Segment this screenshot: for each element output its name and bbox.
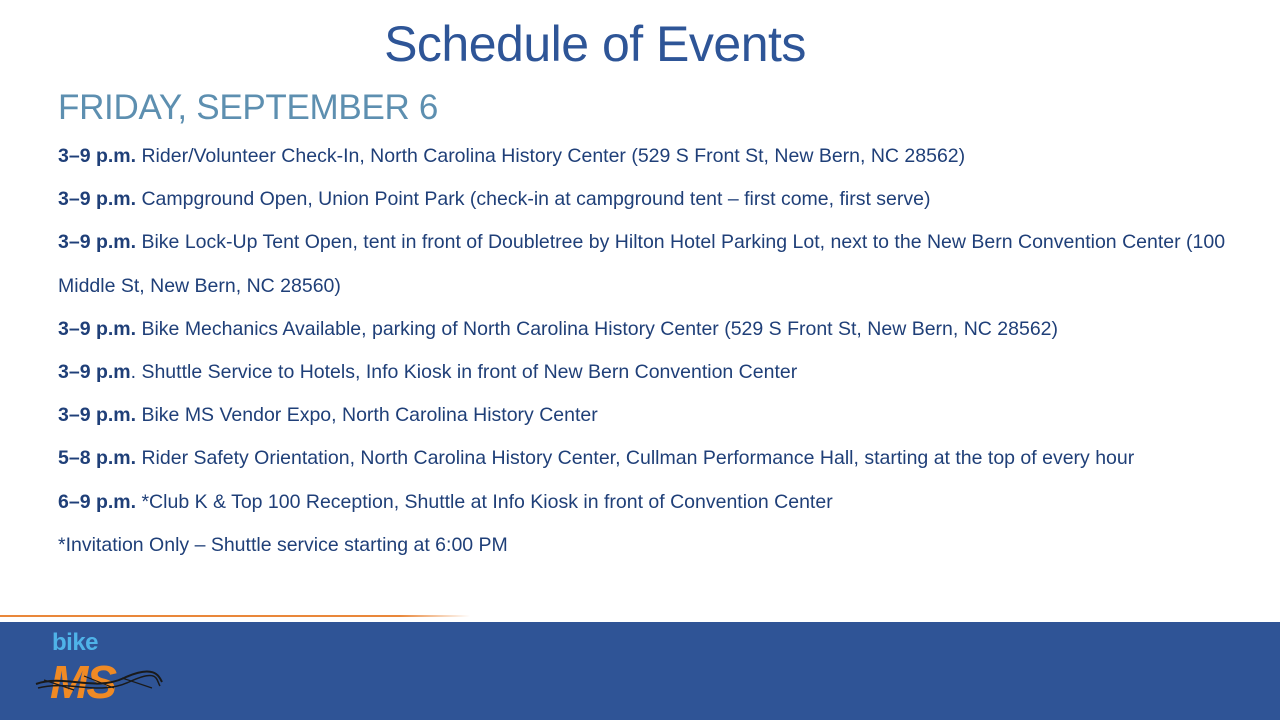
event-item <box>58 394 1238 437</box>
event-time: 3–9 p.m. <box>58 231 137 254</box>
event-item <box>58 178 1238 221</box>
slide-title: Schedule of Events <box>384 16 806 72</box>
logo-ms-text: MS <box>50 656 115 708</box>
event-description: Campground Open, Union Point Park (check-in at campground tent – first come, first serve) <box>136 188 931 211</box>
day-heading: FRIDAY, SEPTEMBER 6 <box>58 88 439 127</box>
event-item <box>58 351 1238 394</box>
event-item <box>58 308 1238 351</box>
footer-bar <box>0 622 1280 720</box>
event-description: Rider Safety Orientation, North Carolina History Center, Cullman Performance Hall, starting at the top of every hour <box>136 447 1135 470</box>
event-time: 5–8 p.m. <box>58 447 137 470</box>
accent-divider <box>0 615 470 617</box>
event-description: Bike MS Vendor Expo, North Carolina History Center <box>136 404 598 427</box>
event-description: *Club K & Top 100 Reception, Shuttle at Info Kiosk in front of Convention Center <box>136 490 833 513</box>
event-time: 3–9 p.m. <box>58 404 137 427</box>
event-description: . Shuttle Service to Hotels, Info Kiosk in front of New Bern Convention Center <box>130 361 798 384</box>
event-time: 6–9 p.m. <box>58 490 137 513</box>
event-description: Bike Lock-Up Tent Open, tent in front of Doubletree by Hilton Hotel Parking Lot, next to the New Bern Convention Center (100 Middle St, New Bern, NC 28560) <box>58 231 1226 297</box>
event-list <box>58 135 1238 567</box>
event-description: Bike Mechanics Available, parking of North Carolina History Center (529 S Front St, New Bern, NC 28562) <box>136 317 1059 340</box>
event-time: 3–9 p.m <box>58 361 131 384</box>
footnote: *Invitation Only – Shuttle service starting at 6:00 PM <box>58 533 508 556</box>
event-description: Rider/Volunteer Check-In, North Carolina History Center (529 S Front St, New Bern, NC 28562) <box>136 145 966 167</box>
event-time: 3–9 p.m. <box>58 317 137 340</box>
event-time: 3–9 p.m. <box>58 188 137 211</box>
logo-bike-text: bike <box>52 629 99 656</box>
event-item <box>58 221 1238 307</box>
event-time: 3–9 p.m. <box>58 145 137 167</box>
event-item <box>58 481 1238 524</box>
event-item <box>58 135 1238 178</box>
logo-strike-icon <box>34 666 164 696</box>
bike-ms-logo <box>34 628 164 714</box>
event-item <box>58 437 1238 480</box>
